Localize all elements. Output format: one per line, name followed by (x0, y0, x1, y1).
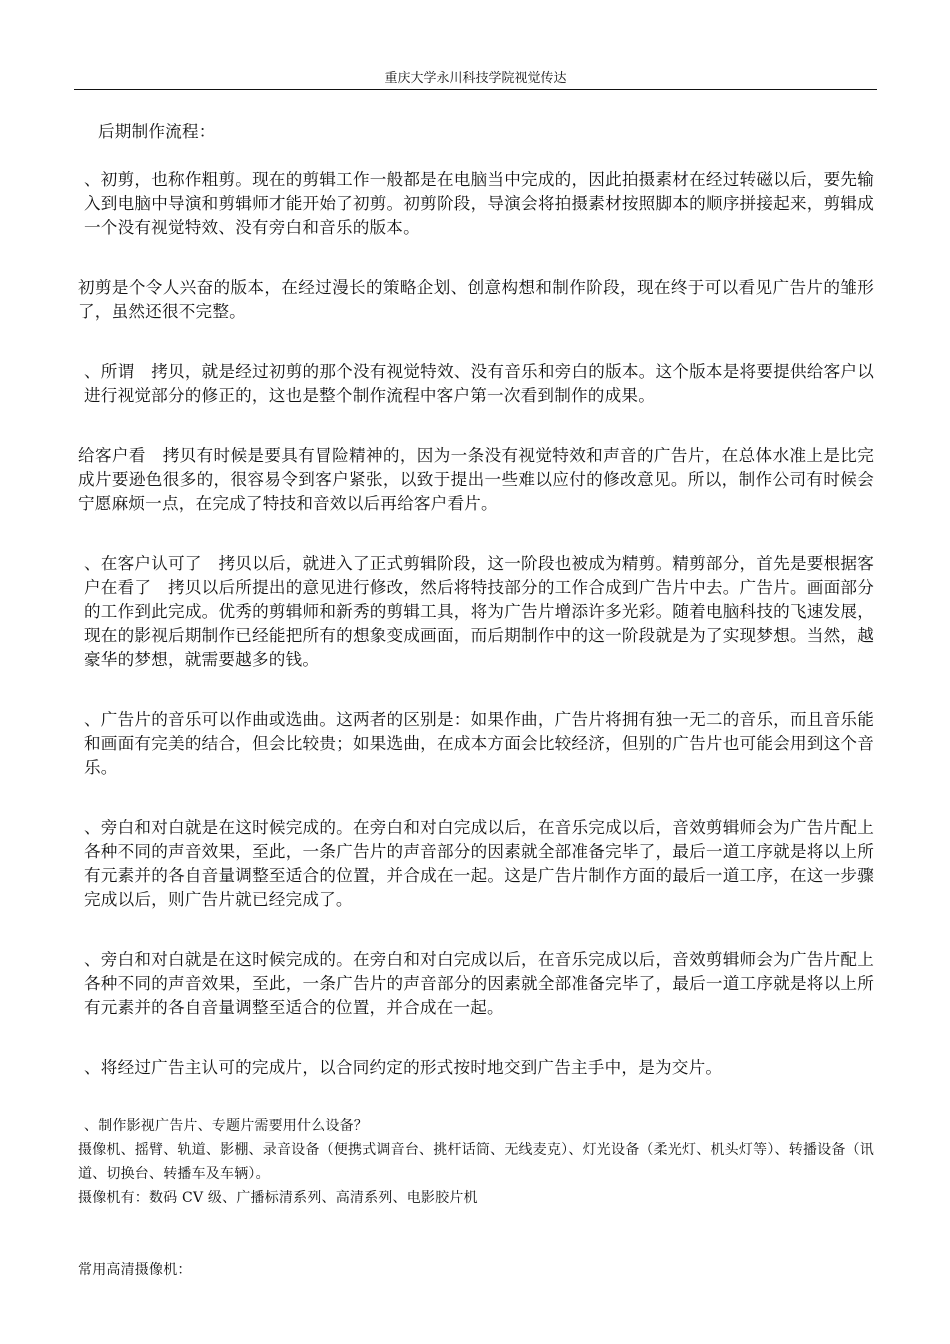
page-header: 重庆大学永川科技学院视觉传达 (384, 71, 567, 86)
header-divider (74, 89, 877, 90)
paragraph-delivery: 、将经过广告主认可的完成片，以合同约定的形式按时地交到广告主手中，是为交片。 (84, 1058, 723, 1077)
section-title: 后期制作流程： (98, 122, 216, 141)
paragraph-rough-cut-note: 初剪是个令人兴奋的版本，在经过漫长的策略企划、创意构想和制作阶段，现在终于可以看见广告片的雏形了，虽然还很不完整。 (78, 278, 874, 321)
paragraph-fine-cut: 、在客户认可了 拷贝以后，就进入了正式剪辑阶段，这一阶段也被成为精剪。精剪部分，首先是要根据客户在看了 拷贝以后所提出的意见进行修改，然后将特技部分的工作合成到广告片中去。广告片。画面部分的工作到此完成。优秀的剪辑师和新秀的剪辑工具，将为广告片增添许多光彩。随着电脑科技的飞速发展，现在的影视后期制作已经能把所有的想象变成画面，而后期制作中的这一阶段就是为了实现梦想。当然，越豪华的梦想，就需要越多的钱。 (84, 554, 874, 669)
equipment-list: 摄像机、摇臂、轨道、影棚、录音设备（便携式调音台、挑杆话筒、无线麦克）、灯光设备（柔光灯、机头灯等）、转播设备（讯道、切换台、转播车及车辆）。 (78, 1142, 874, 1182)
paragraph-voiceover: 、旁白和对白就是在这时候完成的。在旁白和对白完成以后，在音乐完成以后，音效剪辑师会为广告片配上各种不同的声音效果，至此，一条广告片的声音部分的因素就全部准备完毕了，最后一道工序就是将以上所有元素并的各自音量调整至适合的位置，并合成在一起。这是广告片制作方面的最后一道工序，在这一步骤完成以后，则广告片就已经完成了。 (84, 818, 874, 909)
paragraph-voiceover-repeat: 、旁白和对白就是在这时候完成的。在旁白和对白完成以后，在音乐完成以后，音效剪辑师会为广告片配上各种不同的声音效果，至此，一条广告片的声音部分的因素就全部准备完毕了，最后一道工序就是将以上所有元素并的各自音量调整至适合的位置，并合成在一起。 (84, 950, 874, 1017)
equipment-question: 、制作影视广告片、专题片需要用什么设备？ (84, 1118, 368, 1134)
paragraph-a-copy-note: 给客户看 拷贝有时候是要具有冒险精神的，因为一条没有视觉特效和声音的广告片，在总体水准上是比完成片要逊色很多的，很容易令到客户紧张，以致于提出一些难以应付的修改意见。所以，制作公司有时候会宁愿麻烦一点，在完成了特技和音效以后再给客户看片。 (78, 446, 874, 513)
equipment-section (78, 1114, 874, 1210)
document-body (78, 120, 874, 1282)
paragraph-music: 、广告片的音乐可以作曲或选曲。这两者的区别是：如果作曲，广告片将拥有独一无二的音乐，而且音乐能和画面有完美的结合，但会比较贵；如果选曲，在成本方面会比较经济，但别的广告片也可能会用到这个音乐。 (84, 710, 874, 777)
camera-types: 摄像机有：数码 CV 级、广播标清系列、高清系列、电影胶片机 (78, 1190, 478, 1206)
paragraph-a-copy: 、所谓 拷贝，就是经过初剪的那个没有视觉特效、没有音乐和旁白的版本。这个版本是将要提供给客户以进行视觉部分的修正的，这也是整个制作流程中客户第一次看到制作的成果。 (84, 362, 874, 405)
hd-cameras-label: 常用高清摄像机： (78, 1262, 192, 1278)
paragraph-rough-cut: 、初剪，也称作粗剪。现在的剪辑工作一般都是在电脑当中完成的，因此拍摄素材在经过转磁以后，要先输入到电脑中导演和剪辑师才能开始了初剪。初剪阶段，导演会将拍摄素材按照脚本的顺序拼接起来，剪辑成一个没有视觉特效、没有旁白和音乐的版本。 (84, 170, 874, 237)
